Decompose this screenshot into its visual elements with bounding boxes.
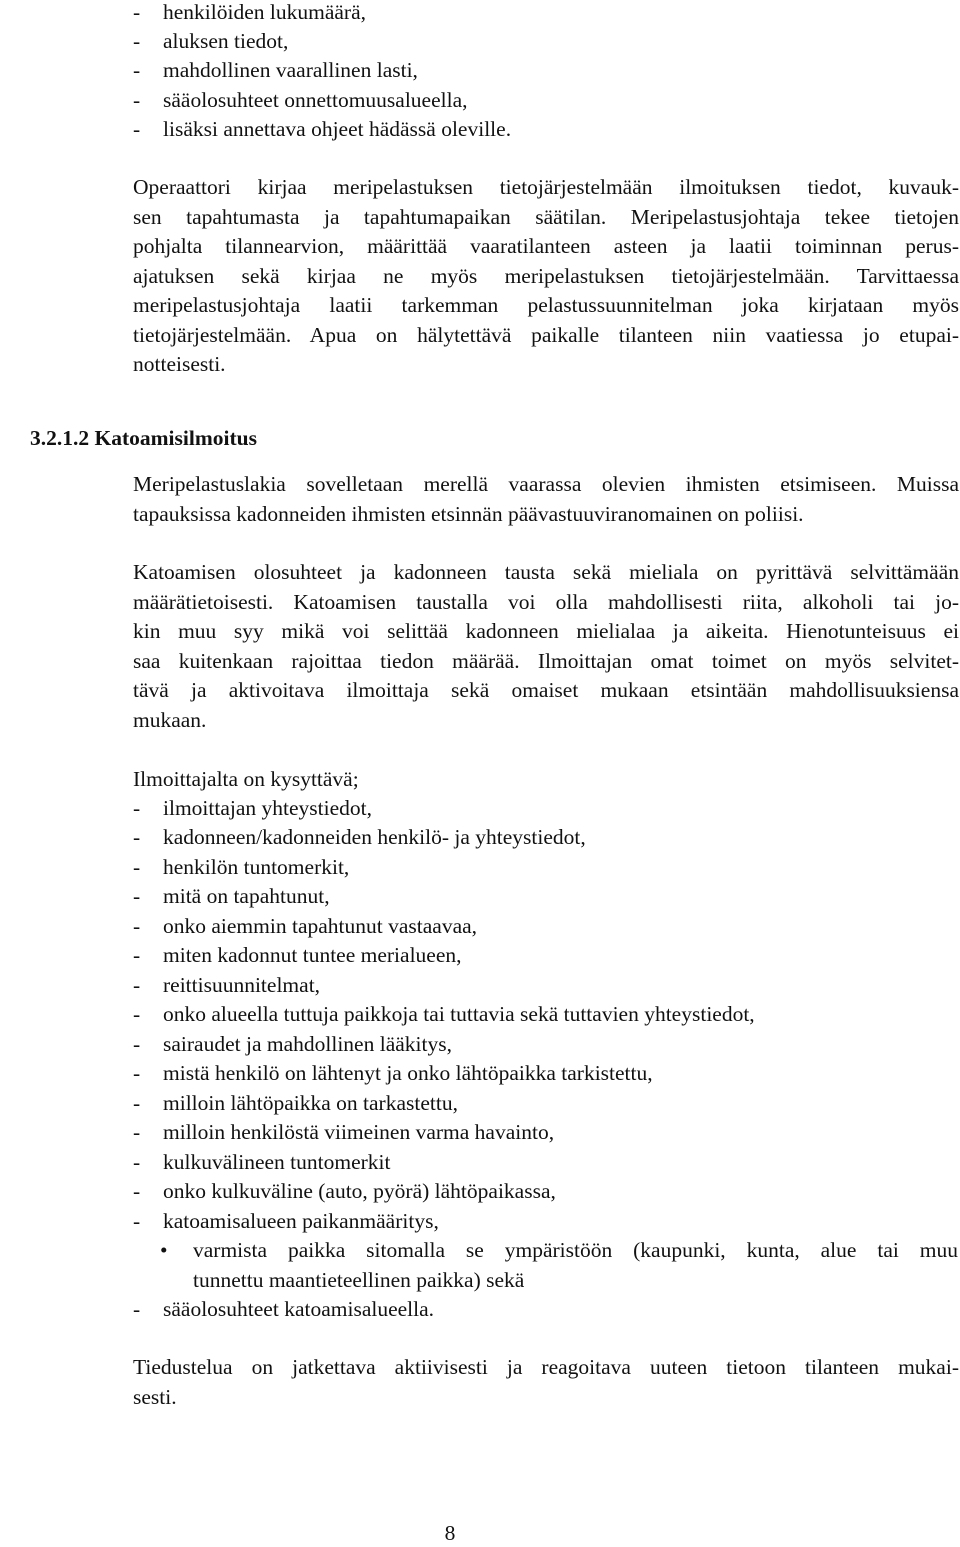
- page-number: 8: [444, 1521, 456, 1545]
- paragraph-line: notteisesti.: [133, 352, 226, 376]
- paragraph-line: saa kuitenkaan rajoittaa tiedon määrää. Ilmoittajan omat toimet on myös selvitet-: [133, 648, 959, 673]
- paragraph-line: tapauksissa kadonneiden ihmisten etsinnän päävastuuviranomainen on poliisi.: [133, 501, 804, 526]
- bullet-text: [193, 1236, 958, 1295]
- dash-marker: -: [133, 1150, 141, 1174]
- list-item: [133, 823, 586, 853]
- list-item-text: milloin lähtöpaikka on tarkastettu,: [163, 1091, 458, 1115]
- list-item: [133, 853, 349, 883]
- section-heading: 3.2.1.2 Katoamisilmoitus: [30, 426, 257, 450]
- paragraph-operator: [133, 173, 959, 380]
- list-item: [133, 1207, 439, 1237]
- dash-marker: -: [133, 1179, 141, 1203]
- list-item-text: sairaudet ja mahdollinen lääkitys,: [163, 1032, 452, 1056]
- paragraph-line: määrätietoisesti. Katoamisen taustalla voi olla mahdollisesti riita, alkoholi tai jo-: [133, 589, 959, 614]
- dash-marker: -: [133, 855, 141, 879]
- dash-marker: -: [133, 943, 141, 967]
- paragraph-line: mukaan.: [133, 707, 207, 732]
- list-item-text: sääolosuhteet katoamisalueella.: [163, 1297, 435, 1321]
- list-item-text: sääolosuhteet onnettomuusalueella,: [163, 88, 468, 112]
- paragraph-line: meripelastusjohtaja laatii tarkemman pelastussuunnitelman joka kirjataan myös: [133, 293, 959, 317]
- list-item: [133, 86, 468, 116]
- paragraph-circumstances: [133, 558, 959, 735]
- paragraph-line: Tiedustelua on jatkettava aktiivisesti ja reagoitava uuteen tietoon tilanteen mukai-: [133, 1355, 959, 1379]
- paragraph-line: Katoamisen olosuhteet ja kadonneen tausta sekä mieliala on pyrittävä selvittämään: [133, 560, 959, 584]
- paragraph-line: pohjalta tilannearvion, määrittää vaaratilanteen asteen ja laatii toiminnan perus-: [133, 234, 959, 258]
- list-item: [133, 27, 288, 57]
- list-item-text: ilmoittajan yhteystiedot,: [163, 796, 372, 820]
- dash-marker: -: [133, 1120, 141, 1144]
- dash-marker: -: [133, 1002, 141, 1026]
- dash-marker: -: [133, 825, 141, 849]
- paragraph-line: tietojärjestelmään. Apua on hälytettävä paikalle tilanteen niin vaatiessa jo etupai-: [133, 322, 959, 347]
- list-item: [133, 0, 366, 28]
- list-item-text: mistä henkilö on lähtenyt ja onko lähtöpaikka tarkistettu,: [163, 1061, 653, 1085]
- list-item-text: mahdollinen vaarallinen lasti,: [163, 58, 418, 82]
- dash-marker: -: [133, 884, 141, 908]
- list-item: [133, 971, 320, 1001]
- list-item: [133, 1177, 556, 1207]
- list-item-text: onko aiemmin tapahtunut vastaavaa,: [163, 914, 478, 938]
- list-item-text: kadonneen/kadonneiden henkilö- ja yhteystiedot,: [163, 825, 586, 849]
- list-item-text: kulkuvälineen tuntomerkit: [163, 1150, 391, 1174]
- list-item: [133, 1148, 391, 1178]
- list-item: [133, 56, 418, 86]
- list-item-text: henkilöiden lukumäärä,: [163, 0, 366, 24]
- list-item-text: katoamisalueen paikanmääritys,: [163, 1209, 439, 1233]
- bullet-line: tunnettu maantieteellinen paikka) sekä: [193, 1267, 525, 1292]
- paragraph-line: Operaattori kirjaa meripelastuksen tietojärjestelmään ilmoituksen tiedot, kuvauk-: [133, 175, 959, 199]
- list-item: [133, 115, 511, 145]
- paragraph-followup: [133, 1353, 959, 1412]
- dash-marker: -: [133, 117, 141, 141]
- paragraph-line: sesti.: [133, 1384, 177, 1409]
- paragraph-line: sen tapahtumasta ja tapahtumapaikan säätilan. Meripelastusjohtaja tekee tietojen: [133, 204, 959, 229]
- paragraph-line: kin muu syy mikä voi selittää kadonneen mielialaa ja aikeita. Hienotunteisuus ei: [133, 619, 959, 643]
- bullet-item: [160, 1236, 958, 1295]
- list-item-text: lisäksi annettava ohjeet hädässä oleville.: [163, 117, 512, 141]
- list-intro: Ilmoittajalta on kysyttävä;: [133, 767, 359, 791]
- dash-marker: -: [133, 1297, 141, 1321]
- list-item: [133, 1000, 755, 1030]
- list-item: [133, 1295, 434, 1325]
- list-item-text: mitä on tapahtunut,: [163, 884, 330, 908]
- bullet-line: varmista paikka sitomalla se ympäristöön (kaupunki, kunta, alue tai muu: [193, 1238, 958, 1262]
- paragraph-scope: [133, 470, 959, 529]
- list-item-text: miten kadonnut tuntee merialueen,: [163, 943, 462, 967]
- dash-marker: -: [133, 796, 141, 820]
- dash-marker: -: [133, 29, 141, 53]
- bullet-marker: •: [160, 1238, 168, 1262]
- list-item-text: onko kulkuväline (auto, pyörä) lähtöpaikassa,: [163, 1179, 556, 1203]
- dash-marker: -: [133, 1061, 141, 1085]
- dash-marker: -: [133, 1209, 141, 1233]
- dash-marker: -: [133, 1091, 141, 1115]
- paragraph-line: ajatuksen sekä kirjaa ne myös meripelastuksen tietojärjestelmään. Tarvittaessa: [133, 263, 959, 288]
- list-item: [133, 1059, 653, 1089]
- list-item: [133, 794, 372, 824]
- list-item-text: onko alueella tuttuja paikkoja tai tuttavia sekä tuttavien yhteystiedot,: [163, 1002, 755, 1026]
- dash-marker: -: [133, 58, 141, 82]
- list-item-text: henkilön tuntomerkit,: [163, 855, 350, 879]
- paragraph-line: Meripelastuslakia sovelletaan merellä vaarassa olevien ihmisten etsimiseen. Muissa: [133, 472, 959, 496]
- list-item: [133, 912, 477, 942]
- list-item: [133, 1030, 452, 1060]
- list-item-text: reittisuunnitelmat,: [163, 973, 321, 997]
- paragraph-line: tävä ja aktivoitava ilmoittaja sekä omaiset mukaan etsintään mahdollisuuksiensa: [133, 678, 959, 702]
- list-item: [133, 1089, 458, 1119]
- dash-marker: -: [133, 88, 141, 112]
- list-item-text: milloin henkilöstä viimeinen varma havainto,: [163, 1120, 555, 1144]
- list-item-text: aluksen tiedot,: [163, 29, 289, 53]
- dash-marker: -: [133, 0, 141, 24]
- dash-marker: -: [133, 914, 141, 938]
- list-item: [133, 882, 330, 912]
- list-item: [133, 1118, 554, 1148]
- dash-marker: -: [133, 1032, 141, 1056]
- dash-marker: -: [133, 973, 141, 997]
- list-item: [133, 941, 462, 971]
